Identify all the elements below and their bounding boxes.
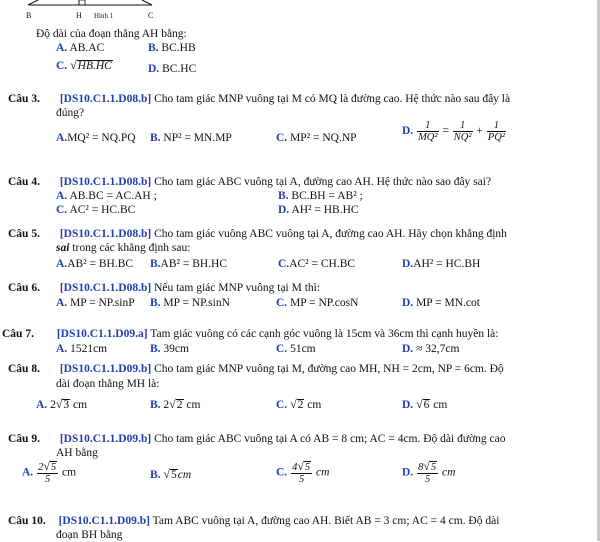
option-label: A.: [56, 258, 68, 270]
q5-option-c: [278, 257, 355, 271]
q8-stem-line2: dài đoạn thẳng MH là:: [56, 378, 160, 390]
option-text: AH² = HB.HC: [291, 204, 359, 216]
radicand: 5: [171, 469, 177, 481]
radicand: 6: [423, 399, 430, 411]
option-label: C.: [276, 297, 288, 309]
option-label: A.: [22, 466, 34, 479]
unit: cm: [62, 466, 77, 479]
figure-label-c: C: [148, 11, 154, 20]
q3-stem-line2: đúng?: [56, 107, 85, 119]
option-label: C.: [56, 204, 68, 216]
top-option-c: [56, 58, 113, 73]
q4-option-d: [278, 203, 359, 217]
question-number: Câu 8.: [8, 363, 40, 375]
option-label: C.: [276, 399, 288, 411]
option-text: MQ² = NQ.PQ: [67, 132, 136, 144]
radicand: 2: [176, 399, 183, 411]
q9-option-b: [150, 467, 191, 482]
option-text: MP = MN.cot: [416, 297, 480, 309]
option-label: C.: [276, 466, 288, 479]
q7-option-c: [276, 342, 316, 356]
q8-option-d: [402, 397, 447, 412]
option-label: B.: [150, 258, 161, 270]
option-text: MP² = NQ.NP: [290, 132, 357, 144]
sqrt-icon: √: [416, 397, 423, 411]
q7-stem: [2, 327, 498, 341]
question-tag: [DS10.C1.1.D09.b]: [58, 515, 150, 527]
figure-label-b: B: [26, 11, 32, 20]
q4-stem: [8, 175, 491, 189]
option-label: A.: [56, 132, 68, 144]
question-text: Tam ABC vuông tại A, đường cao AH. Biết AB = 3 cm; AC = 4 cm. Độ dài: [152, 515, 500, 527]
q9-stem-line2: AH bằng: [56, 447, 98, 459]
option-label: B.: [150, 343, 161, 355]
option-label: D.: [402, 125, 414, 138]
q7-option-a: [56, 342, 107, 356]
option-label: C.: [276, 132, 288, 144]
plus-sign: +: [476, 125, 483, 138]
question-text: Tam giác vuông có các cạnh góc vuông là 15cm và 36cm thì cạnh huyền là:: [150, 328, 499, 340]
option-label: D.: [402, 399, 414, 411]
option-label: B.: [150, 399, 161, 411]
question-tag: [DS10.C1.1.D08.b]: [59, 228, 152, 240]
coefficient: 2: [163, 399, 170, 411]
option-text: MP = NP.cosN: [290, 297, 359, 309]
option-text: BC.HC: [162, 63, 197, 75]
fraction: $\frac{1}{\text{MQ²}}$: [418, 120, 438, 143]
sqrt-icon: √: [70, 58, 77, 72]
question-text: Cho tam giác vuông ABC vuông tại A, đường cao AH. Hãy chọn khẳng định: [154, 228, 507, 240]
top-option-a: [56, 41, 104, 55]
option-label: A.: [56, 343, 68, 355]
option-label: D.: [402, 258, 414, 270]
unit: cm: [73, 399, 88, 411]
fraction: $\frac{1}{\text{PQ²}}$: [487, 120, 505, 143]
unit: cm: [433, 399, 448, 411]
q3-option-a: [56, 131, 136, 145]
fraction: $\frac{1}{\text{NQ²}}$: [453, 120, 472, 143]
option-text: AB.BC = AC.AH ;: [69, 190, 157, 202]
q9-option-c: [276, 461, 329, 485]
unit: cm: [177, 469, 192, 481]
option-label: A.: [56, 190, 68, 202]
top-option-d: [148, 62, 196, 76]
q3-option-c: [276, 131, 357, 145]
q6-stem: [8, 281, 320, 295]
option-text: 51cm: [290, 343, 316, 355]
option-label: D.: [148, 63, 160, 75]
option-label: C.: [276, 343, 288, 355]
coefficient: 2: [50, 399, 56, 411]
question-tag: [DS10.C1.1.D08.b]: [59, 176, 152, 188]
sqrt-icon: √: [169, 397, 176, 411]
option-label: D.: [402, 297, 414, 309]
question-number: Câu 4.: [8, 176, 40, 188]
sqrt-icon: √: [163, 467, 171, 481]
option-text: AH² = HC.BH: [413, 258, 481, 270]
option-text: BC.HB: [161, 42, 196, 54]
option-text: 39cm: [163, 343, 189, 355]
emphasis-text: sai: [56, 242, 70, 254]
q6-option-b: [150, 296, 230, 310]
question-text: Cho tam giác MNP vuông tại M, đường cao MH, NH = 2cm, NP = 6cm. Độ: [154, 363, 504, 375]
question-number: Câu 5.: [8, 228, 40, 240]
q3-option-d: [402, 120, 507, 143]
option-label: B.: [278, 190, 289, 202]
sqrt-icon: √: [290, 397, 297, 411]
option-text: NP² = MN.MP: [163, 132, 232, 144]
q8-option-a: [36, 397, 87, 412]
unit: cm: [307, 399, 322, 411]
option-label: C.: [278, 258, 290, 270]
q9-stem: [8, 432, 506, 446]
option-text: 1521cm: [70, 343, 108, 355]
q10-stem-line2: đoạn BH bằng: [56, 529, 123, 541]
option-label: A.: [56, 297, 68, 309]
sqrt-icon: √: [55, 397, 63, 411]
question-number: Câu 10.: [8, 515, 46, 527]
fraction: $\frac{8√5}{5}$: [418, 459, 437, 485]
top-option-b: [148, 41, 196, 55]
question-number: Câu 6.: [8, 282, 40, 294]
unit: cm: [442, 466, 456, 479]
q7-option-d: [402, 342, 459, 356]
q4-option-b: [278, 189, 363, 203]
q8-option-c: [276, 397, 321, 412]
option-text: AB² = BH.BC: [67, 258, 134, 270]
option-label: D.: [278, 204, 290, 216]
option-label: C.: [56, 60, 68, 72]
option-text: ≈ 32,7cm: [416, 343, 460, 355]
question-text: Cho tam giác MNP vuông tại M có MQ là đường cao. Hệ thức nào sau đây là: [154, 93, 511, 105]
option-label: B.: [148, 42, 159, 54]
question-text: Nếu tam giác MNP vuông tại M thì:: [154, 282, 321, 294]
option-label: D.: [402, 466, 414, 479]
q6-option-a: [56, 296, 135, 310]
q4-option-c: [56, 203, 135, 217]
fraction: $\frac{4√5}{5}$: [292, 459, 311, 485]
q3-option-b: [150, 131, 232, 145]
equals-sign: =: [442, 125, 449, 138]
option-text: AC² = HC.BC: [69, 204, 136, 216]
radicand: 3: [63, 399, 70, 411]
q5-option-d: [402, 257, 480, 271]
question-number: Câu 7.: [2, 328, 34, 340]
figure-caption: Hình 1: [94, 12, 114, 20]
option-text: AB.AC: [69, 42, 105, 54]
q5-option-a: [56, 257, 133, 271]
question-text: Cho tam giác ABC vuông tại A, đường cao AH. Hệ thức nào sao đây sai?: [154, 176, 492, 188]
q5-stem: [8, 227, 507, 241]
option-text: AC² = CH.BC: [289, 258, 356, 270]
option-text: HB.HC: [77, 60, 112, 72]
unit: cm: [316, 466, 330, 479]
question-tag: [DS10.C1.1.D08.b]: [59, 282, 152, 294]
top-question: Độ dài của đoạn thẳng AH bằng:: [36, 28, 187, 40]
option-label: D.: [402, 343, 414, 355]
option-label: B.: [150, 297, 161, 309]
question-text: trong các khẳng định sau:: [69, 242, 191, 254]
question-tag: [DS10.C1.1.D09.b]: [59, 363, 152, 375]
question-text: Cho tam giác ABC vuông tại A có AB = 8 cm; AC = 4cm. Độ dài đường cao: [154, 433, 506, 445]
question-number: Câu 9.: [8, 433, 40, 445]
question-tag: [DS10.C1.1.D08.b]: [59, 93, 152, 105]
option-label: B.: [150, 132, 161, 144]
question-tag: [DS10.C1.1.D09.a]: [56, 328, 148, 340]
q6-option-c: [276, 296, 358, 310]
q6-option-d: [402, 296, 480, 310]
option-label: A.: [56, 42, 68, 54]
radicand: 2: [297, 399, 304, 411]
q7-option-b: [150, 342, 189, 356]
option-text: MP = NP.sinP: [70, 297, 135, 309]
option-text: MP = NP.sinN: [163, 297, 230, 309]
option-label: B.: [150, 469, 161, 481]
q3-stem: [8, 92, 510, 106]
q5-option-b: [150, 257, 227, 271]
q8-option-b: [150, 397, 200, 412]
q5-stem-line2: [56, 241, 190, 255]
q9-option-d: [402, 461, 455, 485]
question-tag: [DS10.C1.1.D09.b]: [59, 433, 152, 445]
q10-stem: [8, 514, 499, 528]
triangle-figure: [20, 0, 160, 14]
q8-stem: [8, 362, 504, 376]
q4-option-a: [56, 189, 157, 203]
figure-label-h: H: [76, 11, 82, 20]
unit: cm: [186, 399, 201, 411]
option-text: BC.BH = AB² ;: [291, 190, 363, 202]
q9-option-a: [22, 461, 76, 485]
option-label: A.: [36, 399, 48, 411]
fraction: $\frac{2√5}{5}$: [38, 459, 57, 485]
question-number: Câu 3.: [8, 93, 40, 105]
option-text: AB² = BH.HC: [160, 258, 228, 270]
